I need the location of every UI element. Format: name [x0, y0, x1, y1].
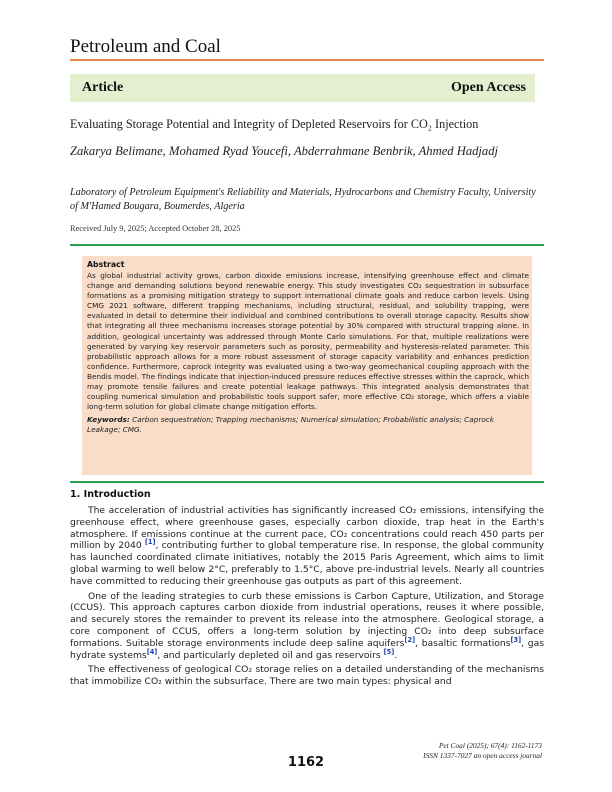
article-label: Article [82, 80, 124, 95]
paragraph-text: The acceleration of industrial activities has significantly increased CO₂ emissions, intensifying the greenhouse effect, where greenhouse gases, especially carbon dioxide, trap heat in the Earth's atmosphere. If emissions continue at the current pace, CO₂ concentrations could reach 450 parts per million by 2040 [70, 505, 544, 552]
paper-title: Evaluating Storage Potential and Integrity of Depleted Reservoirs for CO₂ Injection [70, 117, 479, 131]
section-heading-introduction: 1. Introduction [70, 489, 151, 500]
keywords-label: Keywords: [87, 415, 130, 425]
abstract-heading: Abstract [87, 260, 125, 269]
abstract-text: As global industrial activity grows, carbon dioxide emissions increase, intensifying greenhouse effect and climate change and demanding solutions beyond renewable energy. This study investigates CO₂ sequestration in subsurface formations as a promising mitigation strategy to support international climate goals and reduce carbon levels. Using CMG 2021 software, different trapping mechanisms, including structural, residual, and solubility trapping, were evaluated in detail to determine their individual and combined contributions to overall storage capacity. Results show that integrating all three mechanisms increases storage potential by 30% compared with structural trapping alone. In addition, geological uncertainty was addressed through Monte Carlo simulations. For that, multiple realizations were generated by varying key reservoir parameters such as porosity, permeability and hysteresis-related parameter. This probabilistic approach allows for a more robust assessment of storage capacity variability and enhances prediction confidence. Furthermore, caprock integrity was evaluated using a two-way geomechanical coupling approach with the Bendis model. The findings indicate that injection-induced pressure reduces effective stresses within the caprock, which may promote tensile failures and create potential leakage pathways. This integrated analysis demonstrates that coupling numerical simulation and probabilistic tools support safer, more effective CO₂ storage, which offers a viable long-term solution for global climate change mitigation efforts. [87, 271, 529, 412]
issn: ISSN 1337-7027 an open access journal [423, 751, 542, 760]
header-divider [70, 59, 544, 61]
author-affiliation: Laboratory of Petroleum Equipment's Reliability and Materials, Hydrocarbons and Chemistry Faculty, University of M'Hamed Bougara, Boumerdes, Algeria [70, 187, 536, 212]
author-list: Zakarya Belimane, Mohamed Ryad Youcefi, Abderrahmane Benbrik, Ahmed Hadjadj [70, 144, 499, 158]
abstract-top-divider [70, 244, 544, 246]
journal-title: Petroleum and Coal [70, 36, 221, 57]
keywords [87, 415, 529, 435]
citation-link[interactable]: [1] [144, 538, 156, 547]
received-dates: Received July 9, 2025; Accepted October 28, 2025 [70, 224, 241, 233]
abstract-bottom-divider [70, 481, 544, 483]
paragraph [70, 505, 544, 588]
citation-link[interactable]: [4] [146, 647, 158, 656]
paragraph [70, 664, 544, 688]
introduction-body [70, 505, 544, 691]
journal-citation: Pet Coal (2025); 67(4): 1162-1173 [438, 741, 542, 750]
citation-link[interactable]: [3] [510, 635, 522, 644]
paragraph-text: . [394, 649, 398, 661]
paragraph [70, 591, 544, 662]
citation-link[interactable]: [5] [383, 647, 395, 656]
keywords-text: Carbon sequestration; Trapping mechanisms; Numerical simulation; Probabilistic analysis; Caprock Leakage; CMG. [87, 415, 495, 435]
page-number: 1162 [287, 755, 325, 770]
abstract-box [82, 256, 532, 475]
paragraph-text: , and particularly depleted oil and gas reservoirs [157, 649, 384, 661]
paragraph-text: , basaltic formations [415, 637, 511, 649]
paragraph-text: The effectiveness of geological CO₂ storage relies on a detailed understanding of the mechanisms that immobilize CO₂ within the subsurface. There are two main types: physical and [70, 664, 544, 688]
paragraph-text: One of the leading strategies to curb these emissions is Carbon Capture, Utilization, and Storage (CCUS). This approach captures carbon dioxide from industrial operations, reuses it where possible, and securely stores the remainder to prevent its release into the atmosphere. Geological storage, a core component of CCUS, offers a long-term solution by injecting CO₂ into deep subsurface formations. Suitable storage environments include deep saline aquifers [70, 590, 544, 649]
article-type-bar [70, 74, 535, 102]
paragraph-text: , contributing further to global temperature rise. In response, the global community has launched coordinated climate initiatives, notably the 2015 Paris Agreement, which aims to limit global warming to well below 2°C, preferably to 1.5°C, above pre-industrial levels. Nearly all countries have committed to reducing their greenhouse gas outputs as part of this agreement. [70, 540, 544, 587]
citation-link[interactable]: [2] [404, 635, 416, 644]
open-access-label: Open Access [450, 80, 526, 95]
paragraph-text: , gas hydrate systems [70, 637, 544, 661]
